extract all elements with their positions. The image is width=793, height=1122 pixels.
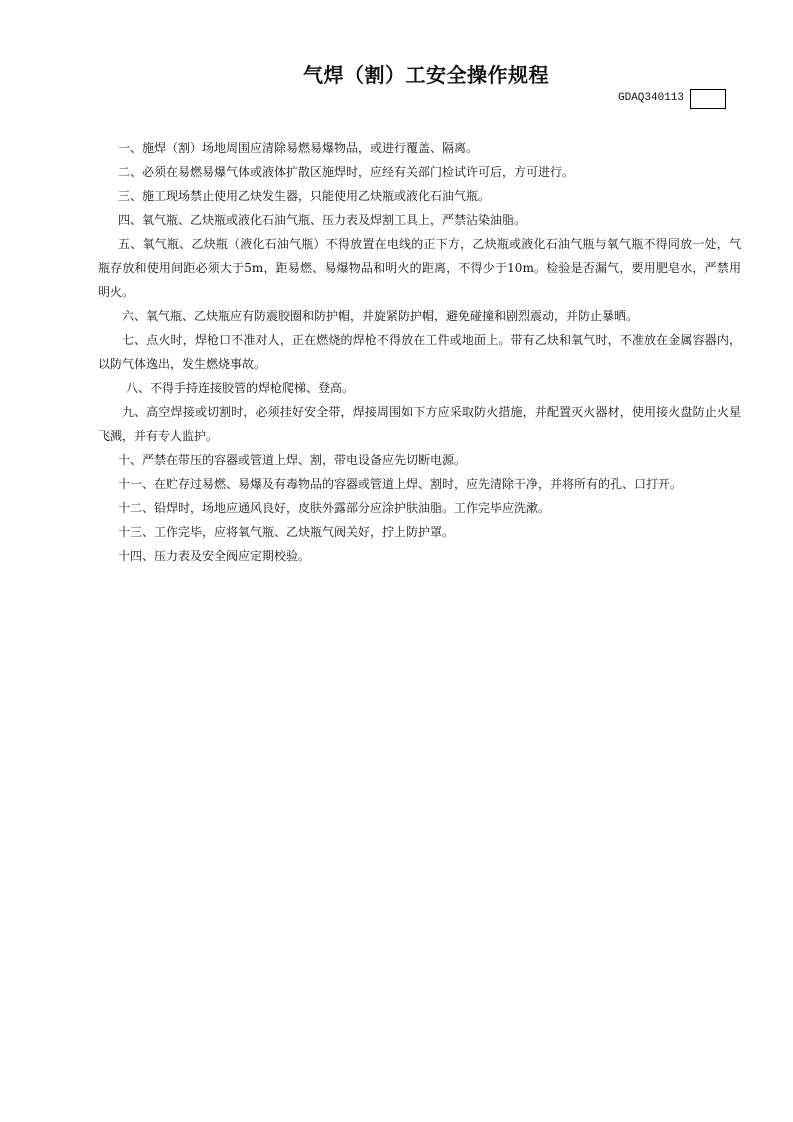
code-box [690, 89, 726, 109]
rule-item: 一、施焊（割）场地周围应清除易燃易爆物品，或进行覆盖、隔离。 [118, 141, 479, 155]
document-title: 气焊（割）工安全操作规程 [303, 63, 549, 87]
rule-item: 六、氧气瓶、乙炔瓶应有防震胶圈和防护帽，并旋紧防护帽，避免碰撞和剧烈震动，并防止暴晒。 [122, 309, 639, 323]
rule-item: 十一、在贮存过易燃、易爆及有毒物品的容器或管道上焊、割时，应先清除干净，并将所有的孔、口打开。 [118, 477, 683, 491]
rule-item: 二、必须在易燃易爆气体或液体扩散区施焊时，应经有关部门检试许可后，方可进行。 [118, 165, 575, 179]
document-code: GDAQ340113 [618, 92, 685, 104]
rule-item: 四、氧气瓶、乙炔瓶或液化石油气瓶、压力表及焊割工具上，严禁沾染油脂。 [118, 213, 527, 227]
rule-item: 十、严禁在带压的容器或管道上焊、割，带电设备应先切断电源。 [118, 453, 467, 467]
rule-item: 九、高空焊接或切割时，必须挂好安全带，焊接周围如下方应采取防火措施，并配置灭火器材，使用接火盘防止火星飞溅，并有专人监护。 [98, 405, 741, 443]
rule-item: 十四、压力表及安全阀应定期校验。 [118, 549, 311, 563]
rules-list [98, 136, 741, 568]
rule-item: 三、施工现场禁止使用乙炔发生器，只能使用乙炔瓶或液化石油气瓶。 [118, 189, 491, 203]
rule-item: 十二、铅焊时，场地应通风良好，皮肤外露部分应涂护肤油脂。工作完毕应洗漱。 [118, 501, 551, 515]
rule-item: 七、点火时，焊枪口不准对人，正在燃烧的焊枪不得放在工件或地面上。带有乙炔和氧气时，不准放在金属容器内，以防气体逸出，发生燃烧事故。 [98, 333, 741, 371]
rule-item: 八、不得手持连接胶管的焊枪爬梯、登高。 [126, 381, 355, 395]
rule-item: 十三、工作完毕，应将氧气瓶、乙炔瓶气阀关好，拧上防护罩。 [118, 525, 455, 539]
rule-item: 五、氧气瓶、乙炔瓶（液化石油气瓶）不得放置在电线的正下方，乙炔瓶或液化石油气瓶与氧气瓶不得同放一处，气瓶存放和使用间距必须大于5m，距易燃、易爆物品和明火的距离，不得少于10m。检验是否漏气，要用肥皂水，严禁用明火。 [98, 237, 741, 299]
